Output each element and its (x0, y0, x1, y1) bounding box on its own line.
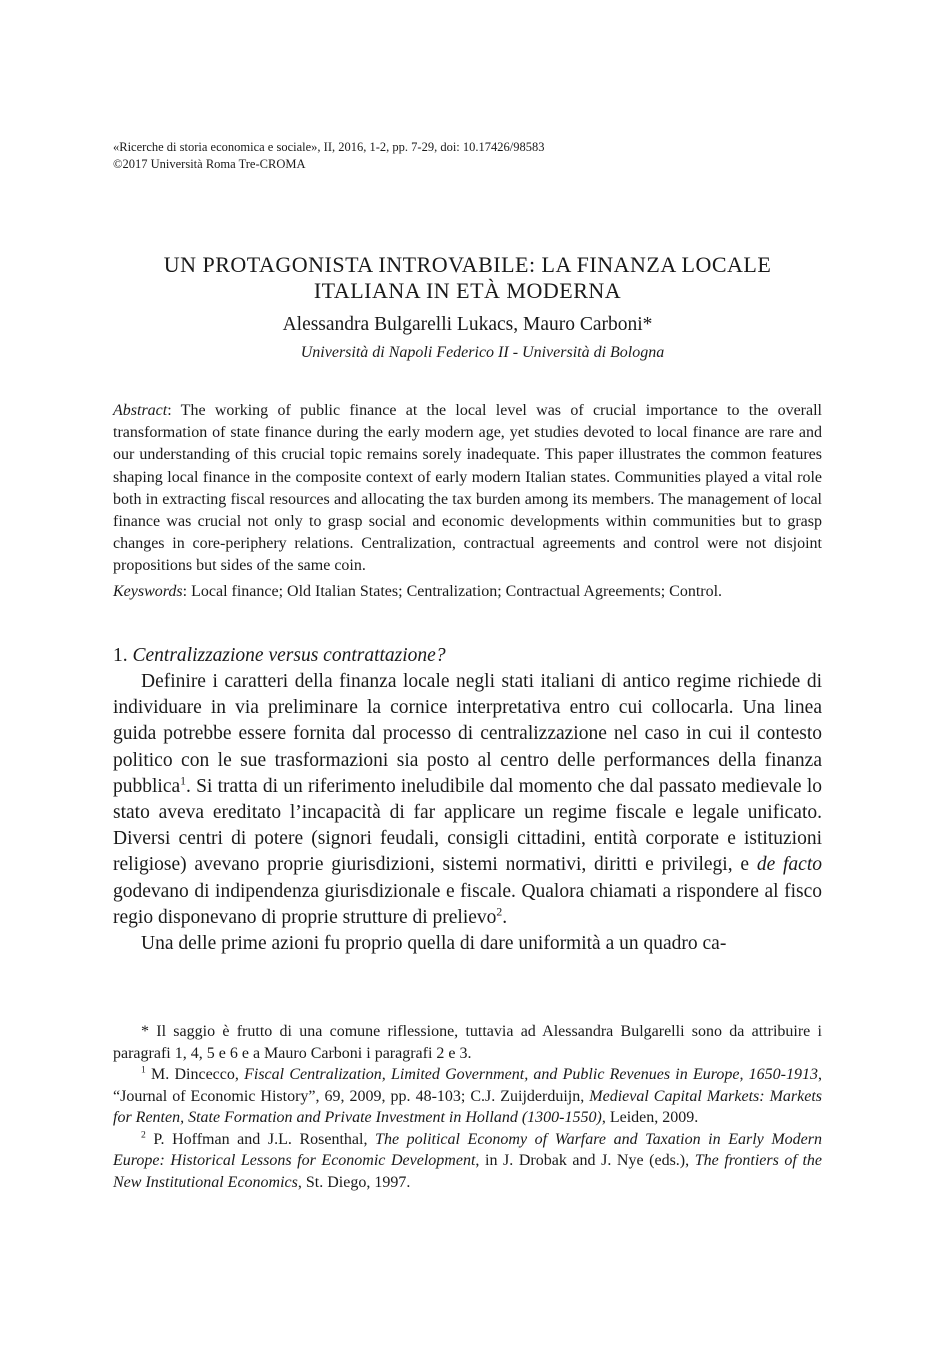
text-run: M. Dincecco, (145, 1066, 245, 1083)
keywords-label: Keyswords (113, 583, 183, 600)
footnote-star: * Il saggio è frutto di una comune riflessione, tuttavia ad Alessandra Bulgarelli sono da attribuire i paragrafi 1, 4, 5 e 6 e a Mauro Carboni i paragrafi 2 e 3. (113, 1023, 822, 1062)
abstract (113, 400, 822, 578)
copyright-line: ©2017 Università Roma Tre-CROMA (113, 157, 306, 171)
footnote-ref[interactable]: 1 (180, 774, 186, 788)
journal-header (113, 139, 545, 173)
text-run: . Si tratta di un riferimento ineludibile dal momento che dal passato medievale lo stato aveva ereditato l’incapacità di far applicare un regime fiscale e legale unificato. Diversi centri di potere (signori feudali, consigli cittadini, entità corporate e istituzioni religiose) avevano proprie giurisdizioni, sistemi normativi, diritti e privilegi, e (113, 775, 822, 876)
section-number: 1. (113, 645, 133, 666)
footnotes (113, 1021, 822, 1193)
text-run: , in J. Drobak and J. Nye (eds.), (475, 1152, 695, 1169)
text-run: Definire i caratteri della finanza locale negli stati italiani di antico regime richiede di individuare in via preliminare la cornice interpretativa entro cui collocarla. Una linea guida potrebbe essere fornita dal processo di centralizzazione nel caso in cui il contesto politico con le sue trasformazioni sia posto al centro delle performances della finanza pubblica (113, 671, 822, 797)
footnote-number: 1 (141, 1064, 146, 1076)
section-heading (113, 643, 446, 669)
italic-run: The political Economy of Warfare and Taxation in Early Modern Europe: Historical Lessons for Economic Development (113, 1130, 823, 1169)
title-line-2: ITALIANA IN ETÀ MODERNA (313, 278, 622, 303)
body-text (113, 669, 822, 957)
affiliation: Università di Napoli Federico II - Università di Bologna (300, 344, 665, 361)
title-line-1: UN PROTAGONISTA INTROVABILE: LA FINANZA LOCALE (163, 252, 772, 277)
citation-line: «Ricerche di storia economica e sociale», II, 2016, 1-2, pp. 7-29, doi: 10.17426/98583 (113, 140, 545, 154)
italic-run: Medieval Capital Markets: Markets for Renten, State Formation and Private Investment in Holland (1300-1550) (113, 1087, 823, 1126)
text-run: . (502, 906, 508, 928)
paragraph (113, 669, 822, 931)
footnote-2 (113, 1129, 822, 1194)
italic-run: The frontiers of the New Institutional Economics (113, 1152, 823, 1191)
italic-run: de facto (756, 854, 822, 876)
text-run: , “Journal of Economic History”, 69, 2009, pp. 48-103; C.J. Zuijderduijn, (113, 1066, 822, 1105)
section-title: Centralizzazione versus contrattazione? (132, 645, 446, 666)
footnote-1 (113, 1064, 822, 1129)
keywords (113, 581, 822, 603)
text-run: , Leiden, 2009. (601, 1109, 699, 1126)
paragraph: Una delle prime azioni fu proprio quella di dare uniformità a un quadro ca- (141, 933, 727, 955)
footnote-ref[interactable]: 2 (496, 905, 503, 919)
keywords-text: : Local finance; Old Italian States; Centralization; Contractual Agreements; Control. (182, 583, 723, 600)
text-run: , St. Diego, 1997. (297, 1173, 411, 1191)
authors: Alessandra Bulgarelli Lukacs, Mauro Carboni* (282, 314, 653, 335)
footnote-number: 2 (141, 1129, 146, 1141)
abstract-text: : The working of public finance at the local level was of crucial importance to the overall transformation of state finance during the early modern age, yet studies devoted to local finance are rare and our understanding of this crucial topic remains sorely inadequate. This paper illustrates the common features shaping local finance in the composite context of early modern Italian states. Communities played a vital role both in extracting fiscal resources and allocating the tax burden among its members. The management of local finance was crucial not only to grasp social and economic developments within communities but to grasp changes in core-periphery relations. Centralization, contractual agreements and control were not disjoint propositions but sides of the same coin. (113, 402, 822, 575)
italic-run: Fiscal Centralization, Limited Government, and Public Revenues in Europe, 1650-1913 (244, 1066, 818, 1083)
article-title (113, 252, 822, 304)
abstract-label: Abstract (113, 402, 168, 419)
text-run: godevano di indipendenza giurisdizionale e fiscale. Qualora chiamati a rispondere al fisco regio disponevano di proprie strutture di prelievo (113, 880, 822, 928)
text-run: P. Hoffman and J.L. Rosenthal, (145, 1130, 376, 1148)
